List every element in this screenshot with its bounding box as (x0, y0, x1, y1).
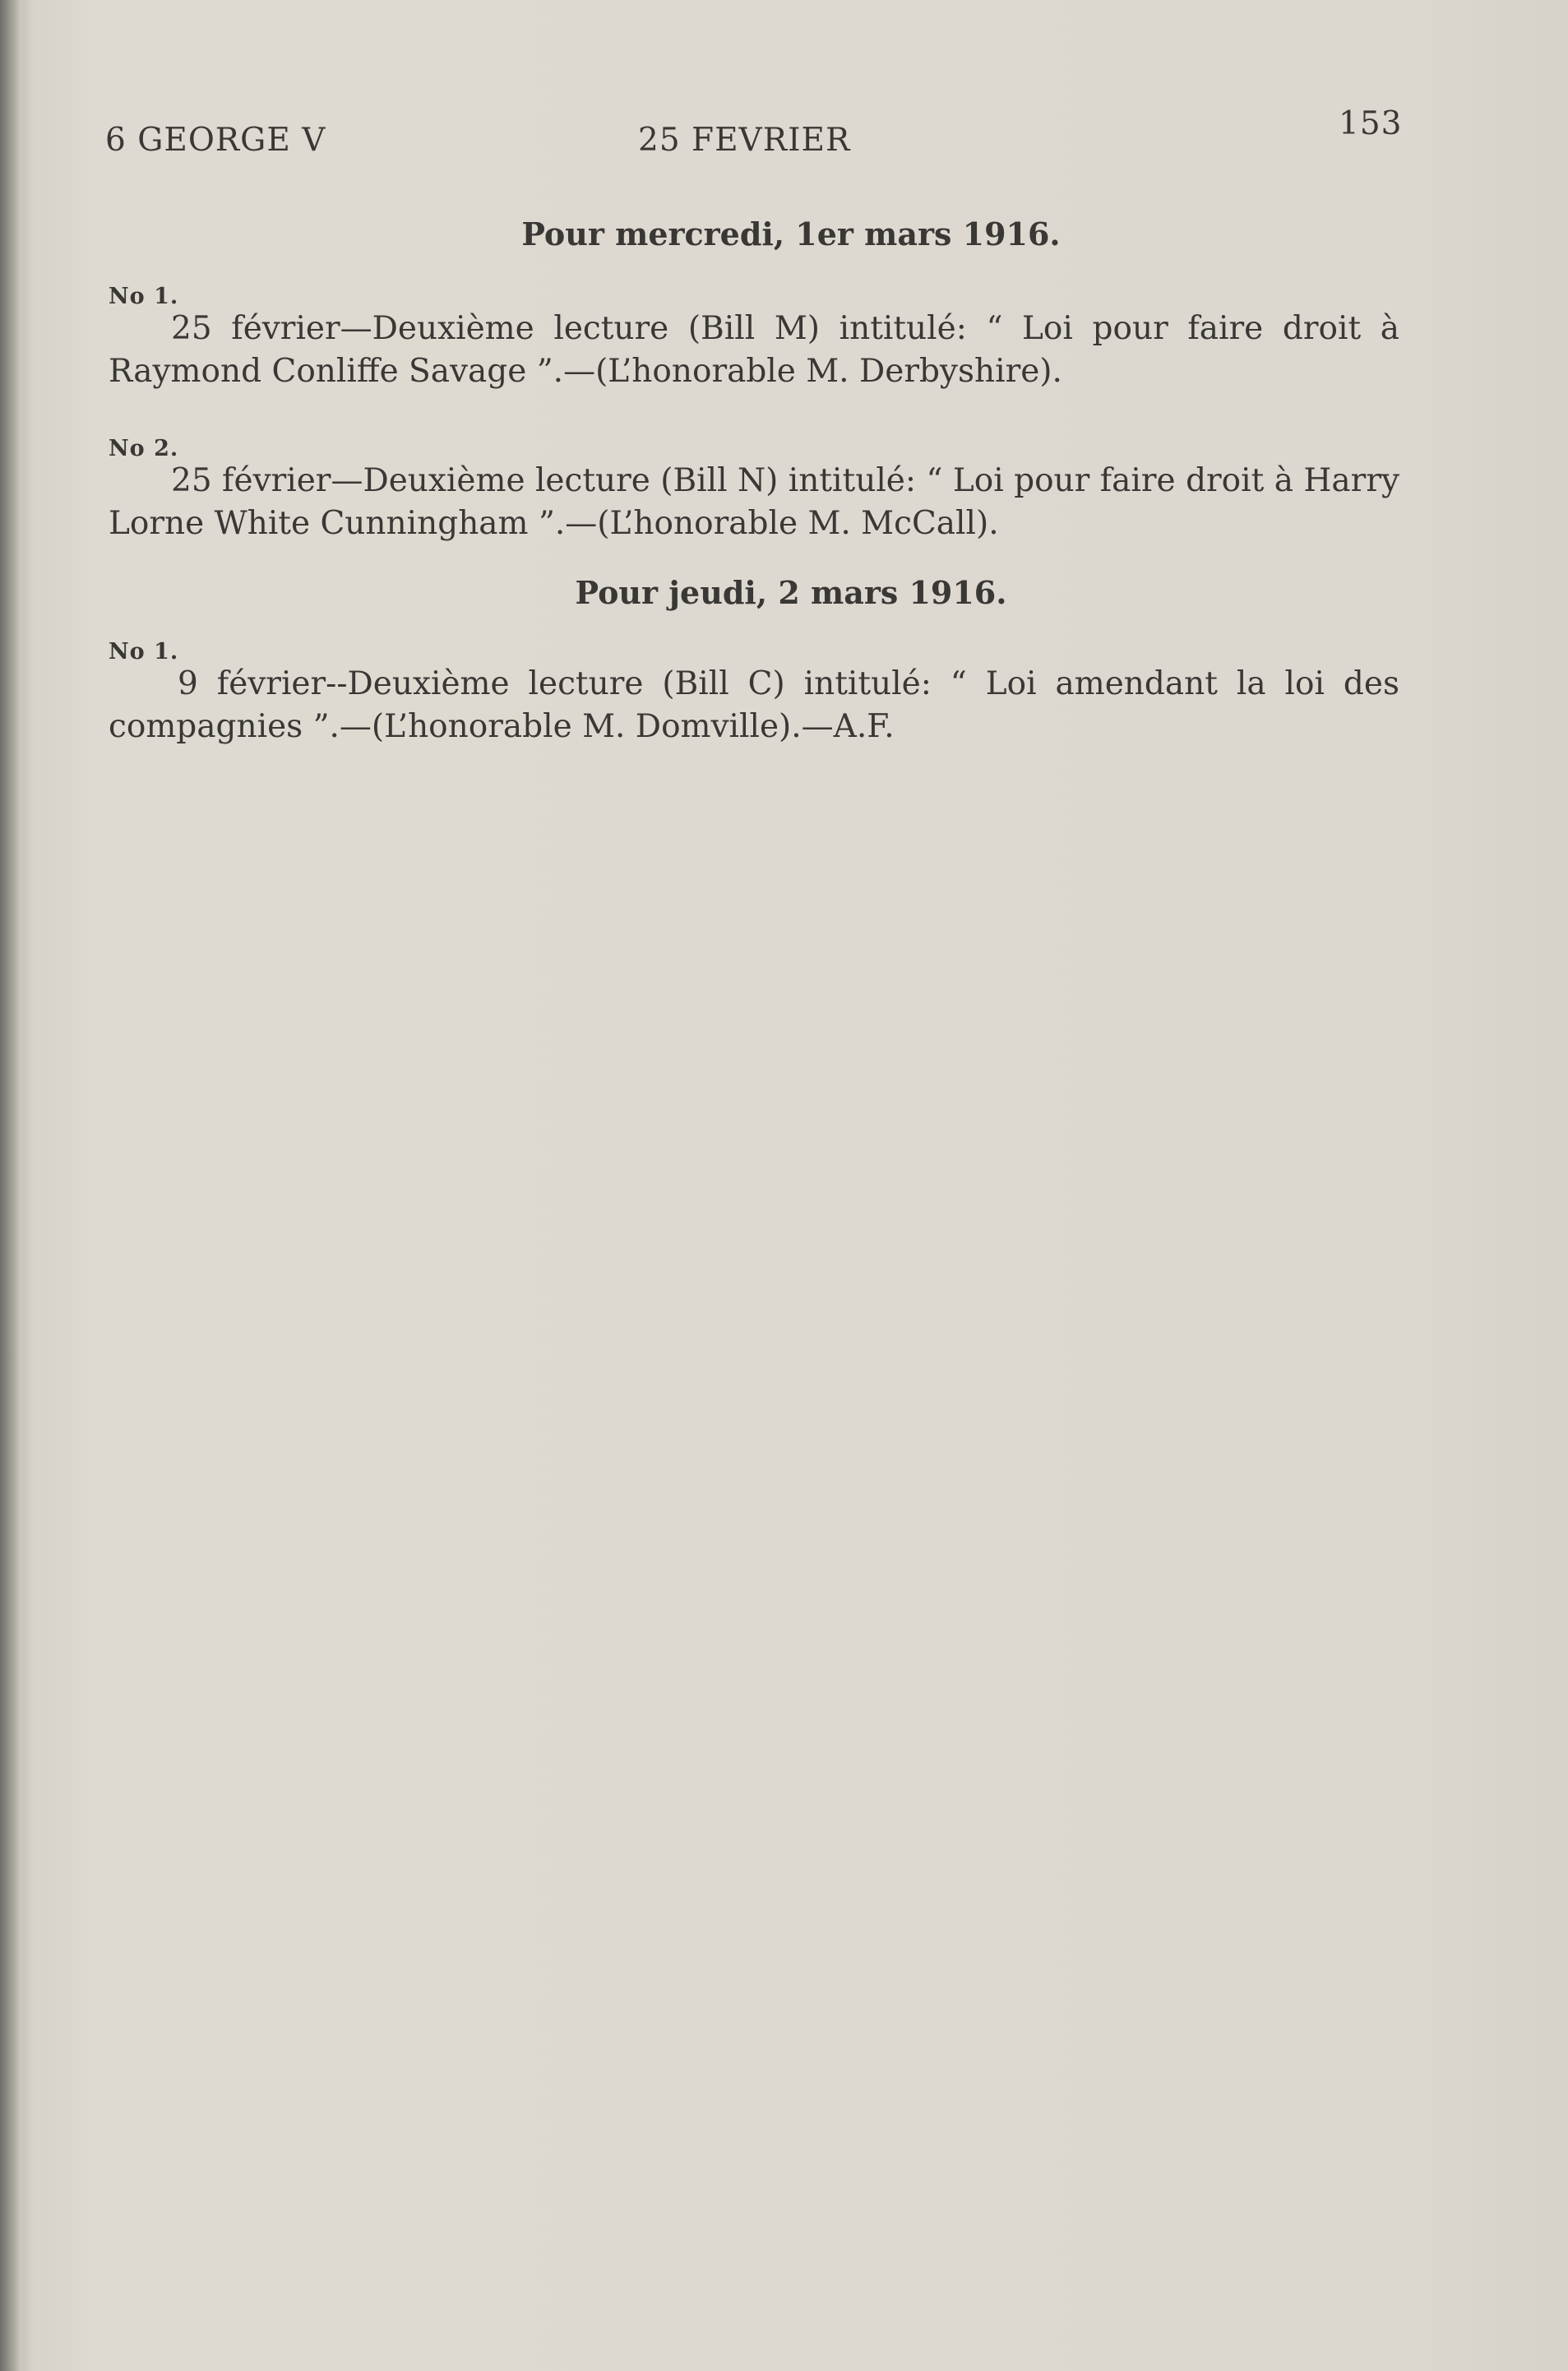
section-jeudi (109, 574, 1399, 748)
order-item (109, 438, 1399, 545)
order-item (109, 285, 1399, 393)
running-header-center: 25 FEVRIER (638, 122, 851, 159)
book-spine-edge (0, 0, 21, 2371)
item-text-wrap (109, 460, 1399, 545)
section-title: Pour mercredi, 1er mars 1916. (521, 215, 1061, 252)
item-text: 25 février—Deuxième lecture (Bill M) intitulé: “ Loi pour faire droit à Raymond Conliffe Savage ”.—(L’honorable M. Derbyshire). (109, 310, 1399, 390)
item-number: No 1. (109, 639, 179, 665)
item-text: 25 février—Deuxième lecture (Bill N) intitulé: “ Loi pour faire droit à Harry Lorne White Cunningham ”.—(L’honorable M. McCall). (109, 462, 1399, 542)
item-number: No 2. (109, 436, 179, 461)
item-text-wrap (109, 663, 1399, 748)
item-text-wrap (109, 308, 1399, 393)
item-number: No 1. (109, 284, 179, 309)
section-title: Pour jeudi, 2 mars 1916. (575, 574, 1007, 611)
item-text: 9 février--Deuxième lecture (Bill C) intitulé: “ Loi amendant la loi des compagnies ”.—(L’honorable M. Domville).—A.F. (109, 665, 1399, 745)
page-number: 153 (1339, 105, 1403, 142)
running-header-left: 6 GEORGE V (105, 122, 326, 159)
order-item (109, 641, 1399, 748)
section-mercredi (109, 215, 1399, 545)
